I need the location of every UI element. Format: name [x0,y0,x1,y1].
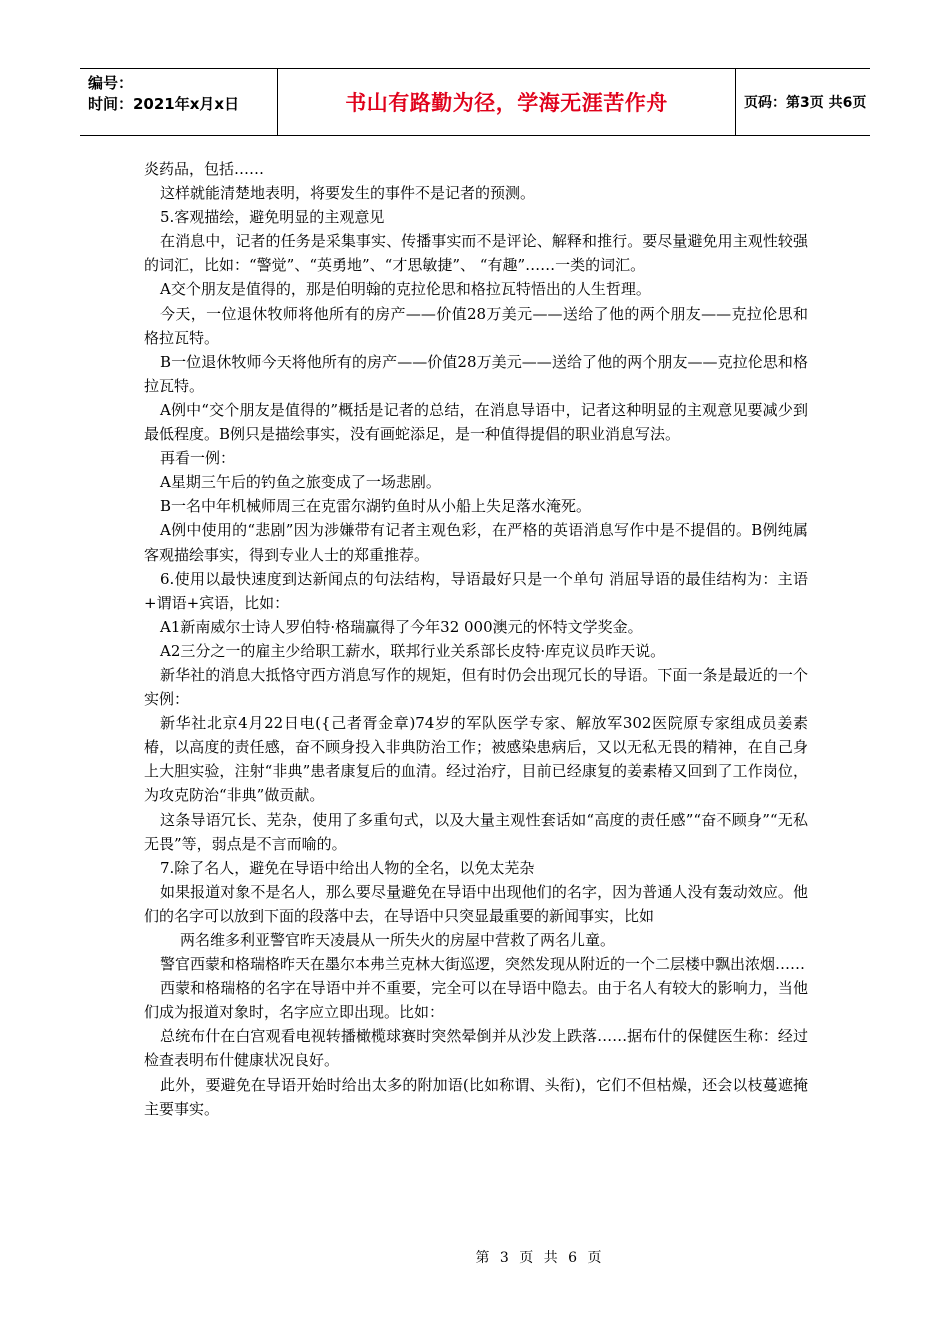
paragraph: B一名中年机械师周三在克雷尔湖钓鱼时从小船上失足落水淹死。 [160,497,592,516]
paragraph: 这条导语冗长、芜杂，使用了多重句式，以及大量主观性套话如“高度的责任感”“奋不顾身”“无私无畏”等，弱点是不言而喻的。 [144,810,808,853]
paragraph: 新华社北京4月22日电({己者胥金章)74岁的军队医学专家、解放军302医院原专家组成员姜素椿，以高度的责任感，奋不顾身投入非典防治工作；被感染患病后，又以无私无畏的精神，在自己身上大胆实验，注射“非典”患者康复后的血清。经过治疗，目前已经康复的姜素椿又回到了工作岗位，为攻克防治“非典”做贡献。 [144,714,808,805]
paragraph: 今天，一位退休牧师将他所有的房产——价值28万美元——送给了他的两个朋友——克拉伦思和格拉瓦特。 [144,304,808,347]
paragraph: A例中“交个朋友是值得的”概括是记者的总结，在消息导语中，记者这种明显的主观意见要减少到最低程度。B例只是描绘事实，没有画蛇添足，是一种值得提倡的职业消息写法。 [144,400,808,444]
page-header [80,68,870,136]
paragraph: A1新南威尔士诗人罗伯特·格瑞赢得了今年32 000澳元的怀特文学奖金。 [160,617,643,636]
page-code: 页码：第3页 共6页 [744,95,867,111]
paragraph: 西蒙和格瑞格的名字在导语中并不重要，完全可以在导语中隐去。由于名人有较大的影响力，当他们成为报道对象时，名字应立即出现。比如： [144,979,808,1022]
motto: 书山有路勤为径，学海无涯苦作舟 [345,91,668,115]
paragraph: A星期三午后的钓鱼之旅变成了一场悲剧。 [160,473,441,492]
paragraph: A2三分之一的雇主少给职工薪水，联邦行业关系部长皮特·库克议员昨天说。 [160,641,666,660]
header-motto-cell [278,69,736,135]
page-footer [0,1247,950,1267]
paragraph: 警官西蒙和格瑞格昨天在墨尔本弗兰克林大街巡逻，突然发现从附近的一个二层楼中飘出浓烟…… [160,955,806,974]
paragraph: 7.除了名人，避免在导语中给出人物的全名，以免太芜杂 [160,858,535,877]
paragraph: 这样就能清楚地表明，将要发生的事件不是记者的预测。 [160,184,536,203]
paragraph: 炎药品，包括…… [144,160,265,178]
paragraph: 再看一例： [160,449,236,468]
header-info-cell [80,69,278,135]
paragraph: 在消息中，记者的任务是采集事实、传播事实而不是评论、解释和推行。要尽量避免用主观性较强的词汇，比如：“警觉”、“英勇地”、“才思敏捷”、 “有趣”……一类的词汇。 [144,232,808,275]
date-line: 时间：2021年x月x日 [88,95,240,113]
paragraph: A例中使用的“悲剧”因为涉嫌带有记者主观色彩，在严格的英语消息写作中是不提倡的。B例纯属客观描绘事实，得到专业人士的郑重推荐。 [144,521,808,564]
paragraph: A交个朋友是值得的，那是伯明翰的克拉伦思和格拉瓦特悟出的人生哲理。 [160,280,651,299]
paragraph: 新华社的消息大抵恪守西方消息写作的规矩，但有时仍会出现冗长的导语。下面一条是最近的一个实例： [144,665,808,709]
paragraph: B一位退休牧师今天将他所有的房产——价值28万美元——送给了他的两个朋友——克拉伦思和格拉瓦特。 [144,352,808,395]
paragraph: 两名维多利亚警官昨天凌晨从一所失火的房屋中营救了两名儿童。 [180,931,616,949]
paragraph: 此外，要避免在导语开始时给出太多的附加语(比如称谓、头衔)，它们不但枯燥，还会以枝蔓遮掩主要事实。 [144,1075,808,1118]
serial-number-label: 编号： [88,74,134,92]
document-body [144,157,808,1121]
paragraph: 5.客观描绘，避免明显的主观意见 [160,208,385,227]
paragraph: 如果报道对象不是名人，那么要尽量避免在导语中出现他们的名字，因为普通人没有轰动效应。他们的名字可以放到下面的段落中去，在导语中只突显最重要的新闻事实，比如 [144,882,808,925]
paragraph: 6.使用以最快速度到达新闻点的句法结构，导语最好只是一个单句 消屈导语的最佳结构为：主语+谓语+宾语，比如： [144,569,808,612]
footer-page-number: 第 3 页 共 6 页 [475,1250,605,1266]
paragraph: 总统布什在白宫观看电视转播橄榄球赛时突然晕倒并从沙发上跌落……据布什的保健医生称：经过检查表明布什健康状况良好。 [144,1027,808,1070]
header-page-cell [736,69,870,135]
